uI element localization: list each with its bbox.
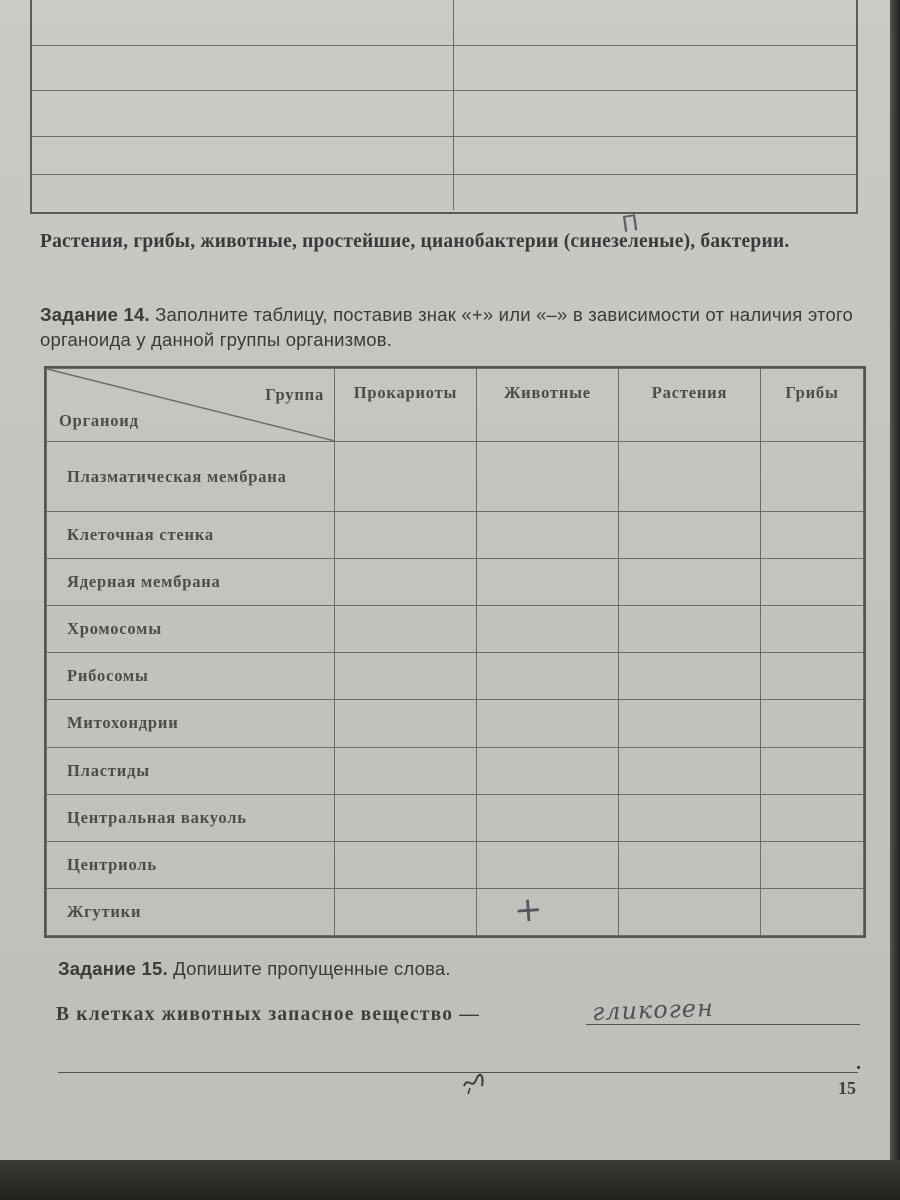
table-cell bbox=[619, 794, 761, 841]
table-header-diagonal-cell bbox=[47, 369, 335, 442]
table-cell bbox=[761, 653, 864, 700]
table-cell bbox=[761, 841, 864, 888]
table-cell bbox=[619, 559, 761, 606]
table-cell bbox=[619, 888, 761, 935]
fill-sentence: В клетках животных запасное вещество — bbox=[56, 1004, 480, 1025]
page-number: 15 bbox=[838, 1078, 856, 1098]
table-cell bbox=[761, 888, 864, 935]
row-label: Плазматическая мембрана bbox=[47, 442, 335, 512]
task-15-label: Задание 15. bbox=[58, 958, 168, 979]
table-cell bbox=[477, 747, 619, 794]
table-cell bbox=[335, 888, 477, 935]
table-cell bbox=[761, 512, 864, 559]
header-organoid: Органоид bbox=[59, 411, 139, 430]
row-label: Рибосомы bbox=[47, 653, 335, 700]
row-label: Клеточная стенка bbox=[47, 512, 335, 559]
answer-line-2 bbox=[58, 1072, 858, 1073]
column-header: Животные bbox=[477, 369, 619, 442]
table-cell bbox=[619, 841, 761, 888]
table-cell bbox=[477, 512, 619, 559]
table-cell bbox=[761, 794, 864, 841]
previous-table-fragment bbox=[30, 0, 858, 214]
table-cell bbox=[335, 747, 477, 794]
row-label: Центриоль bbox=[47, 841, 335, 888]
column-header: Растения bbox=[619, 369, 761, 442]
period-mark: . bbox=[856, 1052, 861, 1074]
table-cell bbox=[335, 559, 477, 606]
row-label: Хромосомы bbox=[47, 606, 335, 653]
row-label: Митохондрии bbox=[47, 700, 335, 747]
table-cell bbox=[477, 794, 619, 841]
pencil-mark: П bbox=[620, 210, 641, 239]
table-cell bbox=[619, 512, 761, 559]
table-cell bbox=[761, 747, 864, 794]
table-cell bbox=[477, 606, 619, 653]
table-cell bbox=[477, 653, 619, 700]
table-cell bbox=[335, 512, 477, 559]
handwritten-plus: + bbox=[512, 889, 544, 931]
table-cell bbox=[761, 700, 864, 747]
table-cell bbox=[477, 700, 619, 747]
table-cell bbox=[761, 606, 864, 653]
table-cell bbox=[477, 559, 619, 606]
header-group: Группа bbox=[265, 385, 324, 404]
answer-list-text: Растения, грибы, животные, простейшие, цианобактерии (синезеленые), бактерии. bbox=[40, 231, 790, 252]
task-14 bbox=[40, 302, 870, 352]
organoid-table bbox=[44, 366, 866, 938]
background-edge bbox=[890, 0, 900, 1200]
table-cell bbox=[761, 559, 864, 606]
table-cell bbox=[619, 606, 761, 653]
task-15-text: Допишите пропущенные слова. bbox=[173, 958, 451, 979]
task-14-text: Заполните таблицу, поставив знак «+» или «–» в зависимости от наличия этого органоида у данной группы организмов. bbox=[40, 304, 854, 350]
table-cell bbox=[477, 888, 619, 935]
table-cell bbox=[619, 653, 761, 700]
table-cell bbox=[477, 841, 619, 888]
table-cell bbox=[619, 442, 761, 512]
row-label: Центральная вакуоль bbox=[47, 794, 335, 841]
table-cell bbox=[335, 700, 477, 747]
table-cell bbox=[335, 442, 477, 512]
column-header: Прокариоты bbox=[335, 369, 477, 442]
table-cell bbox=[335, 841, 477, 888]
task-15 bbox=[58, 956, 858, 981]
row-label: Пластиды bbox=[47, 747, 335, 794]
pen-scribble bbox=[460, 1072, 490, 1094]
column-header: Грибы bbox=[761, 369, 864, 442]
handwritten-answer: гликоген bbox=[591, 993, 715, 1027]
table-cell bbox=[335, 653, 477, 700]
row-label: Жгутики bbox=[47, 888, 335, 935]
table-cell bbox=[619, 747, 761, 794]
answer-line bbox=[586, 1024, 860, 1025]
table-cell bbox=[477, 442, 619, 512]
table-cell bbox=[335, 606, 477, 653]
table-cell bbox=[335, 794, 477, 841]
task-14-label: Задание 14. bbox=[40, 304, 150, 325]
table-cell bbox=[619, 700, 761, 747]
table-cell bbox=[761, 442, 864, 512]
background-bottom bbox=[0, 1160, 900, 1200]
row-label: Ядерная мембрана bbox=[47, 559, 335, 606]
